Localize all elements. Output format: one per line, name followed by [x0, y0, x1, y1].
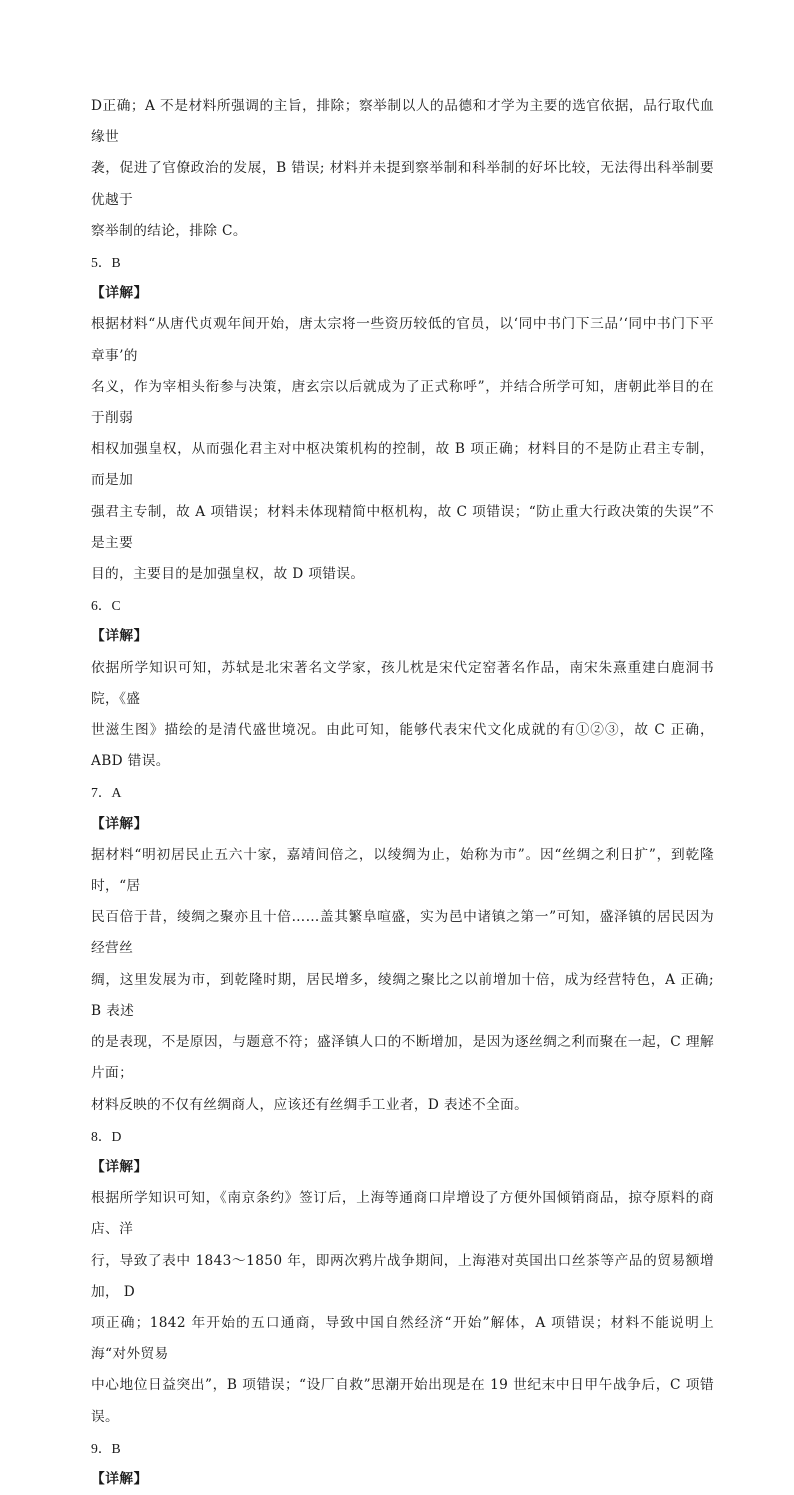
paragraph-answer-4-tail [91, 91, 714, 247]
text-line: 目的，主要目的是加强皇权，故 D 项错误。 [91, 566, 365, 583]
detail-heading: 【详解】 [91, 815, 148, 832]
detail-heading: 【详解】 [91, 1158, 148, 1175]
text-line: 中心地位日益突出”，B 项错误；“设厂自救”思潮开始出现是在 19 世纪末中日甲午战争后，C 项错误。 [91, 1377, 714, 1425]
question-number-6: 6．C [91, 598, 121, 614]
text-line: 依据所学知识可知，苏轼是北宋著名文学家，孩儿枕是宋代定窑著名作品，南宋朱熹重建白鹿洞书院，《盛 [91, 659, 714, 707]
text-line: 的是表现，不是原因，与题意不符；盛泽镇人口的不断增加，是因为逐丝绸之利而聚在一起，C 理解片面； [91, 1034, 714, 1082]
text-line: 项正确；1842 年开始的五口通商，导致中国自然经济“开始”解体，A 项错误；材料不能说明上海“对外贸易 [91, 1314, 714, 1363]
paragraph-answer-7 [91, 840, 714, 1121]
text-line: 袭，促进了官僚政治的发展，B 错误; 材料并未提到察举制和科举制的好坏比较，无法得出科举制要优越于 [91, 160, 714, 208]
detail-heading: 【详解】 [91, 1470, 148, 1487]
question-number-9: 9．B [91, 1440, 121, 1456]
question-number-5: 5．B [91, 255, 121, 271]
text-line: 材料反映的不仅有丝绸商人，应该还有丝绸手工业者，D 表述不全面。 [91, 1096, 529, 1113]
text-line: 根据材料“从唐代贞观年间开始，唐太宗将一些资历较低的官员，以‘同中书门下三品’‘同中书门下平章事’的 [91, 316, 714, 364]
paragraph-answer-5 [91, 309, 714, 590]
text-line: 名义，作为宰相头衔参与决策，唐玄宗以后就成为了正式称呼”，并结合所学可知，唐朝此举目的在于削弱 [91, 378, 714, 427]
text-line: 民百倍于昔，绫绸之聚亦且十倍……盖其繁阜喧盛，实为邑中诸镇之第一”可知，盛泽镇的居民因为经营丝 [91, 909, 714, 957]
paragraph-answer-6 [91, 653, 714, 778]
text-line: D正确；A 不是材料所强调的主旨，排除；察举制以人的品德和才学为主要的选官依据，品行取代血缘世 [91, 98, 714, 146]
detail-heading: 【详解】 [91, 285, 148, 302]
text-line: 行，导致了表中 1843～1850 年，即两次鸦片战争期间，上海港对英国出口丝茶等产品的贸易额增加， D [91, 1252, 714, 1300]
question-number-8: 8．D [91, 1128, 122, 1144]
text-line: 相权加强皇权，从而强化君主对中枢决策机构的控制，故 B 项正确；材料目的不是防止君主专制，而是加 [91, 441, 714, 489]
text-line: 察举制的结论，排除 C。 [91, 222, 247, 239]
text-line: 强君主专制，故 A 项错误；材料未体现精简中枢机构，故 C 项错误；“防止重大行政决策的失误”不是主要 [91, 503, 714, 551]
paragraph-answer-8 [91, 1183, 714, 1433]
text-line: 绸，这里发展为市，到乾隆时期，居民增多，绫绸之聚比之以前增加十倍，成为经营特色，A 正确; B 表述 [91, 971, 714, 1019]
question-number-7: 7．A [91, 785, 122, 801]
text-line: 据材料“明初居民止五六十家，嘉靖间倍之，以绫绸为止，始称为市”。因“丝绸之利日扩”，到乾隆时，“居 [91, 846, 714, 895]
text-line: 根据所学知识可知，《南京条约》签订后，上海等通商口岸增设了方便外国倾销商品，掠夺原料的商店、洋 [91, 1190, 714, 1238]
text-line: 世滋生图》描绘的是清代盛世境况。由此可知，能够代表宋代文化成就的有①②③，故 C 正确，ABD 错误。 [91, 722, 714, 770]
detail-heading: 【详解】 [91, 628, 148, 645]
